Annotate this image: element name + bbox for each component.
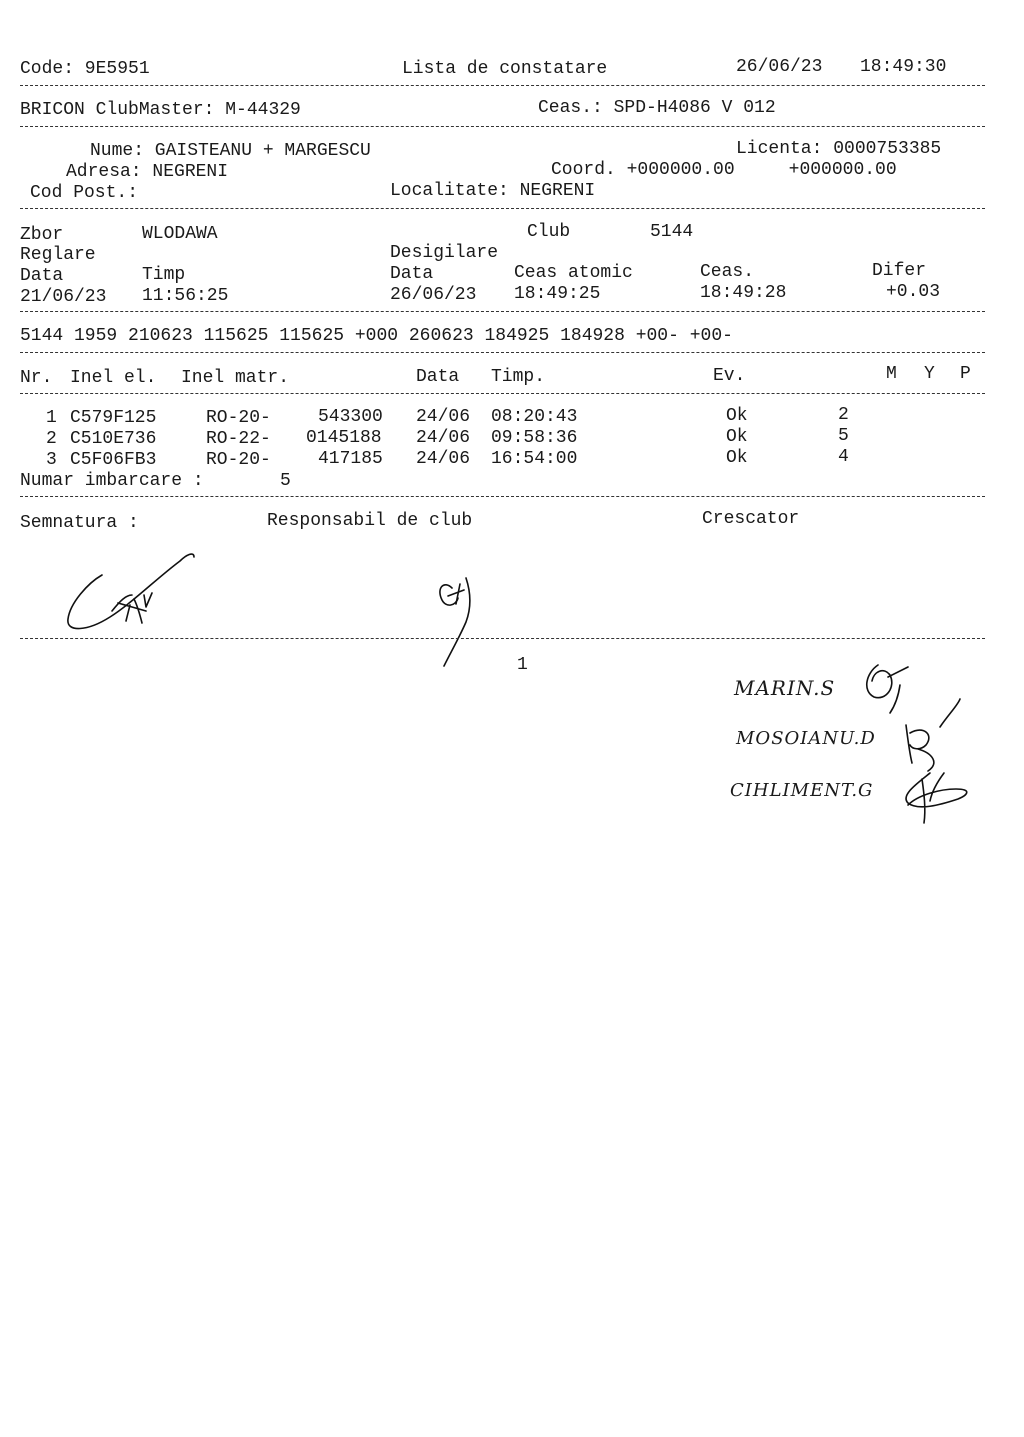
divider xyxy=(20,496,985,497)
reglare-date: 21/06/23 xyxy=(20,287,107,307)
row-status: Ok xyxy=(726,427,748,447)
handwritten-name: MARIN.S xyxy=(734,676,836,700)
clock-time: 18:49:28 xyxy=(700,283,787,303)
time-difference: +0.03 xyxy=(886,282,941,302)
col-header-nr: Nr. xyxy=(20,368,53,388)
desigilare-date-label: Data xyxy=(390,264,434,284)
reglare-date-label: Data xyxy=(20,266,64,286)
flight-location: WLODAWA xyxy=(142,224,218,244)
col-header-ev: Ev. xyxy=(713,366,746,386)
col-header-y: Y xyxy=(924,364,935,384)
row-status: Ok xyxy=(726,448,748,468)
atomic-clock-label: Ceas atomic xyxy=(514,263,633,283)
col-header-timp: Timp. xyxy=(491,367,546,387)
row-ring-number: 0145188 xyxy=(306,428,382,448)
print-date: 26/06/23 xyxy=(736,57,823,77)
signature-label: Semnatura : xyxy=(20,513,139,533)
row-date: 24/06 xyxy=(416,407,471,427)
owner-address: Adresa: NEGRENI xyxy=(66,162,229,182)
document-code: Code: 9E5951 xyxy=(20,59,150,79)
clock-id: Ceas.: SPD-H4086 V 012 xyxy=(538,98,776,118)
row-ring-number: 417185 xyxy=(318,449,383,469)
col-header-p: P xyxy=(960,364,971,384)
signature-drawing xyxy=(848,655,978,830)
handwritten-name: MOSOIANU.D xyxy=(736,728,876,749)
owner-name: Nume: GAISTEANU + MARGESCU xyxy=(90,141,371,161)
row-nr: 1 xyxy=(46,408,57,428)
divider xyxy=(20,638,985,639)
row-time: 16:54:00 xyxy=(491,449,578,469)
locality: Localitate: NEGRENI xyxy=(390,181,596,201)
row-status: Ok xyxy=(726,406,748,426)
divider xyxy=(20,208,985,209)
row-date: 24/06 xyxy=(416,449,471,469)
row-time: 08:20:43 xyxy=(491,407,578,427)
row-inel-el: C510E736 xyxy=(70,429,157,449)
postal-code: Cod Post.: xyxy=(30,183,139,203)
club-label: Club xyxy=(527,222,571,242)
signature-drawing xyxy=(60,545,210,640)
clock-label: Ceas. xyxy=(700,262,755,282)
col-header-m: M xyxy=(886,364,897,384)
row-m: 2 xyxy=(838,405,849,425)
divider xyxy=(20,352,985,353)
desigilare-date: 26/06/23 xyxy=(390,285,477,305)
page-number: 1 xyxy=(517,655,528,675)
row-ring-prefix: RO-22- xyxy=(206,429,271,449)
row-ring-number: 543300 xyxy=(318,407,383,427)
reglare-time: 11:56:25 xyxy=(142,286,229,306)
row-time: 09:58:36 xyxy=(491,428,578,448)
row-nr: 3 xyxy=(46,450,57,470)
col-header-data: Data xyxy=(416,367,460,387)
difference-label: Difer xyxy=(872,261,927,281)
row-ring-prefix: RO-20- xyxy=(206,450,271,470)
divider xyxy=(20,126,985,127)
coordinates: Coord. +000000.00 +000000.00 xyxy=(551,160,897,180)
reglare-time-label: Timp xyxy=(142,265,186,285)
print-time: 18:49:30 xyxy=(860,57,947,77)
row-nr: 2 xyxy=(46,429,57,449)
row-inel-el: C579F125 xyxy=(70,408,157,428)
encoded-line: 5144 1959 210623 115625 115625 +000 260623 184925 184928 +00- +00- xyxy=(20,326,733,346)
divider xyxy=(20,85,985,86)
row-m: 5 xyxy=(838,426,849,446)
breeder-label: Crescator xyxy=(702,509,800,529)
col-header-inel-matr: Inel matr. xyxy=(181,368,290,388)
club-number: 5144 xyxy=(650,222,694,242)
row-inel-el: C5F06FB3 xyxy=(70,450,157,470)
divider xyxy=(20,311,985,312)
atomic-clock-time: 18:49:25 xyxy=(514,284,601,304)
document-title: Lista de constatare xyxy=(402,59,608,79)
col-header-inel-el: Inel el. xyxy=(70,368,157,388)
clubmaster-id: BRICON ClubMaster: M-44329 xyxy=(20,100,301,120)
boarding-count-label: Numar imbarcare : xyxy=(20,471,204,491)
license-number: Licenta: 0000753385 xyxy=(736,139,942,159)
desigilare-label: Desigilare xyxy=(390,243,499,263)
row-ring-prefix: RO-20- xyxy=(206,408,271,428)
flight-label: Zbor xyxy=(20,225,64,245)
divider xyxy=(20,393,985,394)
boarding-count: 5 xyxy=(280,471,291,491)
signature-drawing xyxy=(430,570,490,670)
row-date: 24/06 xyxy=(416,428,471,448)
club-responsible-label: Responsabil de club xyxy=(267,511,473,531)
reglare-label: Reglare xyxy=(20,245,96,265)
handwritten-name: CIHLIMENT.G xyxy=(730,780,874,801)
row-m: 4 xyxy=(838,447,849,467)
